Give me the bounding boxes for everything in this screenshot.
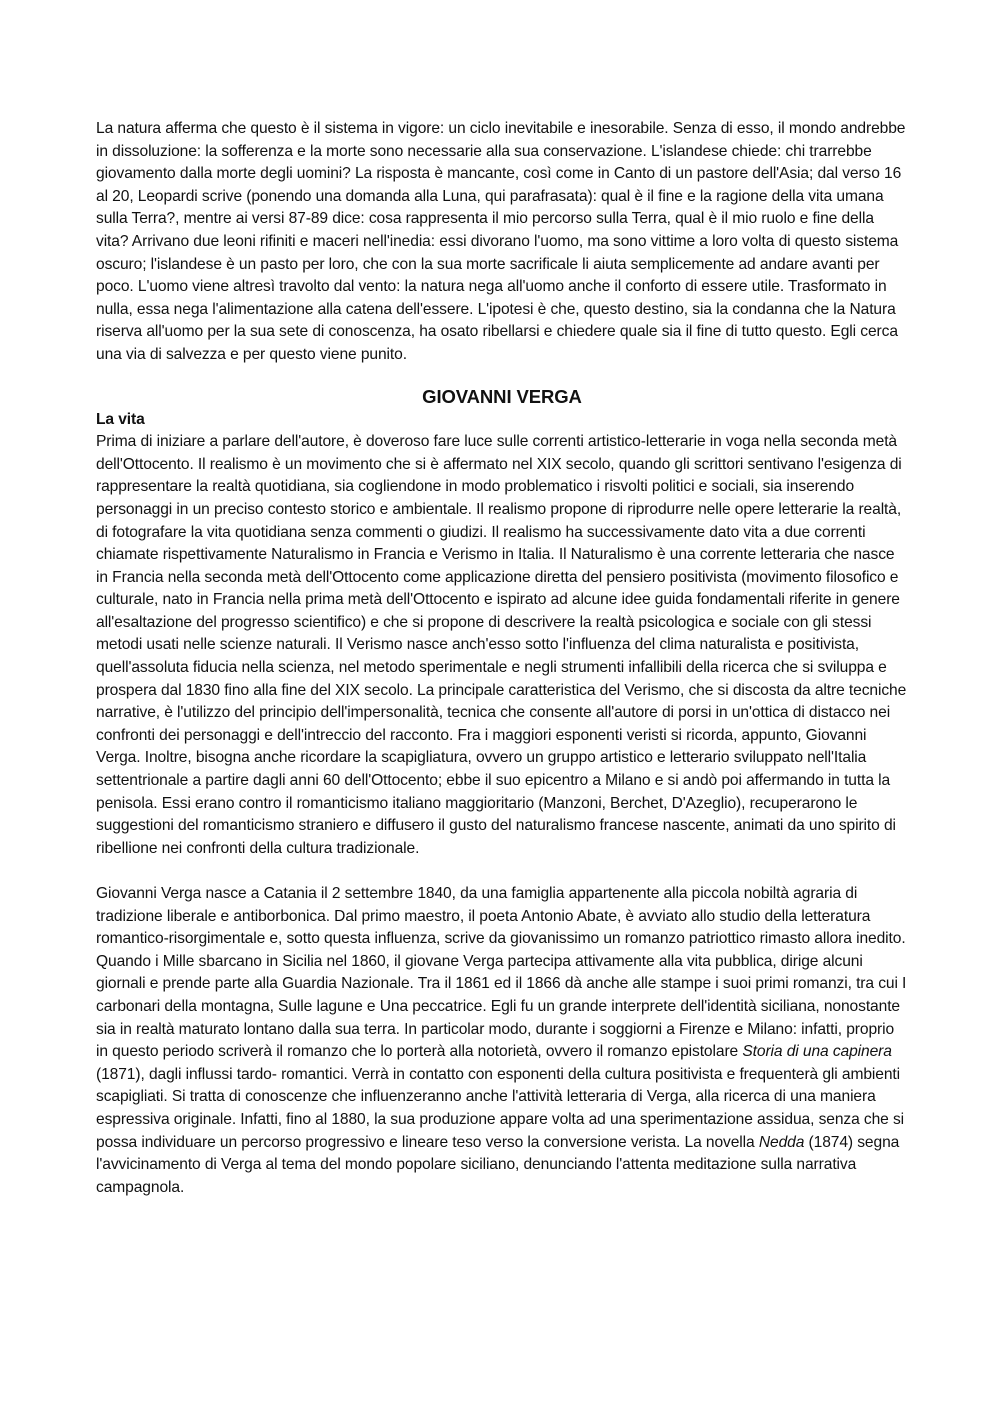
intro-paragraph: La natura afferma che questo è il sistema in vigore: un ciclo inevitabile e inesorabile. Senza di esso, il mondo andrebbe in dissoluzione: la sofferenza e la morte sono necessarie alla sua conservazione. L'islandese chiede: chi trarrebbe giovamento dalla morte degli uomini? La risposta è mancante, così come in Canto di un pastore dell'Asia; dal verso 16 al 20, Leopardi scrive (ponendo una domanda alla Luna, qui parafrasata): qual è il fine e la ragione della vita umana sulla Terra?, mentre ai versi 87-89 dice: cosa rappresenta il mio percorso sulla Terra, qual è il mio ruolo e fine della vita? Arrivano due leoni rifiniti e maceri nell'inedia: essi divorano l'uomo, ma sono vittime a loro volta di questo sistema oscuro; l'islandese è un pasto per loro, che con la sua morte sacrificale li aiuta semplicemente ad andare avanti per poco. L'uomo viene altresì travolto dal vento: la natura nega all'uomo anche il conforto di essere utile. Trasformato in nulla, essa nega l'alimentazione alla catena dell'essere. L'ipotesi è che, questo destino, sia la condanna che la Natura riserva all'uomo per la sua sete di conoscenza, ha osato ribellarsi e chiedere quale sia il fine di tutto questo. Egli cerca una via di salvezza e per questo viene punito. [96,120,906,363]
paragraph-2-text-3: (1874) segna l'avvicinamento di Verga al tema del mondo popolare siciliano, denunciando l'attenta meditazione sulla narrativa campagnola. [96,1133,900,1196]
paragraph-2 [96,883,908,1199]
document-page [96,118,908,1199]
subsection-title: La vita [96,410,145,428]
paragraph-1: Prima di iniziare a parlare dell'autore, è doveroso fare luce sulle correnti artistico-letterarie in voga nella seconda metà dell'Ottocento. Il realismo è un movimento che si è affermato nel XIX secolo, quando gli scrittori sentivano l'esigenza di rappresentare la realtà quotidiana, sia cogliendone in modo problematico i risvolti politici e sociali, sia inserendo personaggi in un preciso contesto storico e ambientale. Il realismo propone di riprodurre nelle opere letterarie la realtà, di fotografare la vita quotidiana senza commenti o giudizi. Il realismo ha successivamente dato vita a due correnti chiamate rispettivamente Naturalismo in Francia e Verismo in Italia. Il Naturalismo è una corrente letteraria che nasce in Francia nella seconda metà dell'Ottocento come applicazione diretta del pensiero positivista (movimento filosofico e culturale, nato in Francia nella prima metà dell'Ottocento e ispirato ad alcune idee guida fondamentali riferite in genere all'esaltazione del progresso scientifico) e che si propone di descrivere la realtà psicologica e sociale con gli stessi metodi usati nelle scienze naturali. Il Verismo nasce anch'esso sotto l'influenza del clima naturalista e positivista, quell'assoluta fiducia nella scienza, nel metodo sperimentale e negli strumenti infallibili della ricerca che si sviluppa e prospera dal 1830 fino alla fine del XIX secolo. La principale caratteristica del Verismo, che si discosta da altre tecniche narrative, è l'utilizzo del principio dell'impersonalità, tecnica che consente all'autore di porsi in un'ottica di distacco nei confronti dei personaggi e dell'intreccio del racconto. Fra i maggiori esponenti veristi si ricorda, appunto, Giovanni Verga. Inoltre, bisogna anche ricordare la scapigliatura, ovvero un gruppo artistico e letterario sviluppato nell'Italia settentrionale a partire dagli anni 60 dell'Ottocento; ebbe il suo epicentro a Milano e si andò poi affermando in tutta la penisola. Essi erano contro il romanticismo italiano maggioritario (Manzoni, Berchet, D'Azeglio), recuperarono le suggestioni del romanticismo straniero e diffusero il gusto del naturalismo francese nascente, animati da uno spirito di ribellione nei confronti della cultura tradizionale. [96,433,907,857]
paragraph-2-text-1: Giovanni Verga nasce a Catania il 2 settembre 1840, da una famiglia appartenente alla piccola nobiltà agraria di tradizione liberale e antiborbonica. Dal primo maestro, il poeta Antonio Abate, è avviato allo studio della letteratura romantico-risorgimentale e, sotto questa influenza, scrive da giovanissimo un romanzo patriottico rimasto allora inedito. Quando i Mille sbarcano in Sicilia nel 1860, il giovane Verga partecipa attivamente alla vita pubblica, dirige alcuni giornali e prende parte alla Guardia Nazionale. Tra il 1861 ed il 1866 dà anche alle stampe i suoi primi romanzi, tra cui I carbonari della montagna, Sulle lagune e Una peccatrice. Egli fu un grande interprete dell'identità siciliana, nonostante sia in realtà maturato lontano dalla sua terra. In particolar modo, durante i soggiorni a Firenze e Milano: infatti, proprio in questo periodo scriverà il romanzo che lo porterà alla notorietà, ovvero il romanzo epistolare [96,885,907,1061]
book-title-nedda: Nedda [758,1133,805,1151]
paragraph-2-text-2: (1871), dagli influssi tardo- romantici. Verrà in contatto con esponenti della cultura positivista e frequenterà gli ambienti scapigliati. Si tratta di conoscenze che influenzeranno anche l'attività letteraria di Verga, alla ricerca di una maniera espressiva originale. Infatti, fino al 1880, la sua produzione appare volta ad una sperimentazione assidua, senza che si possa individuare un percorso progressivo e lineare teso verso la conversione verista. La novella [96,1065,905,1151]
section-title: GIOVANNI VERGA [422,385,582,407]
book-title-storia-di-una-capinera: Storia di una capinera [742,1043,892,1061]
paragraph-spacer [96,860,908,883]
